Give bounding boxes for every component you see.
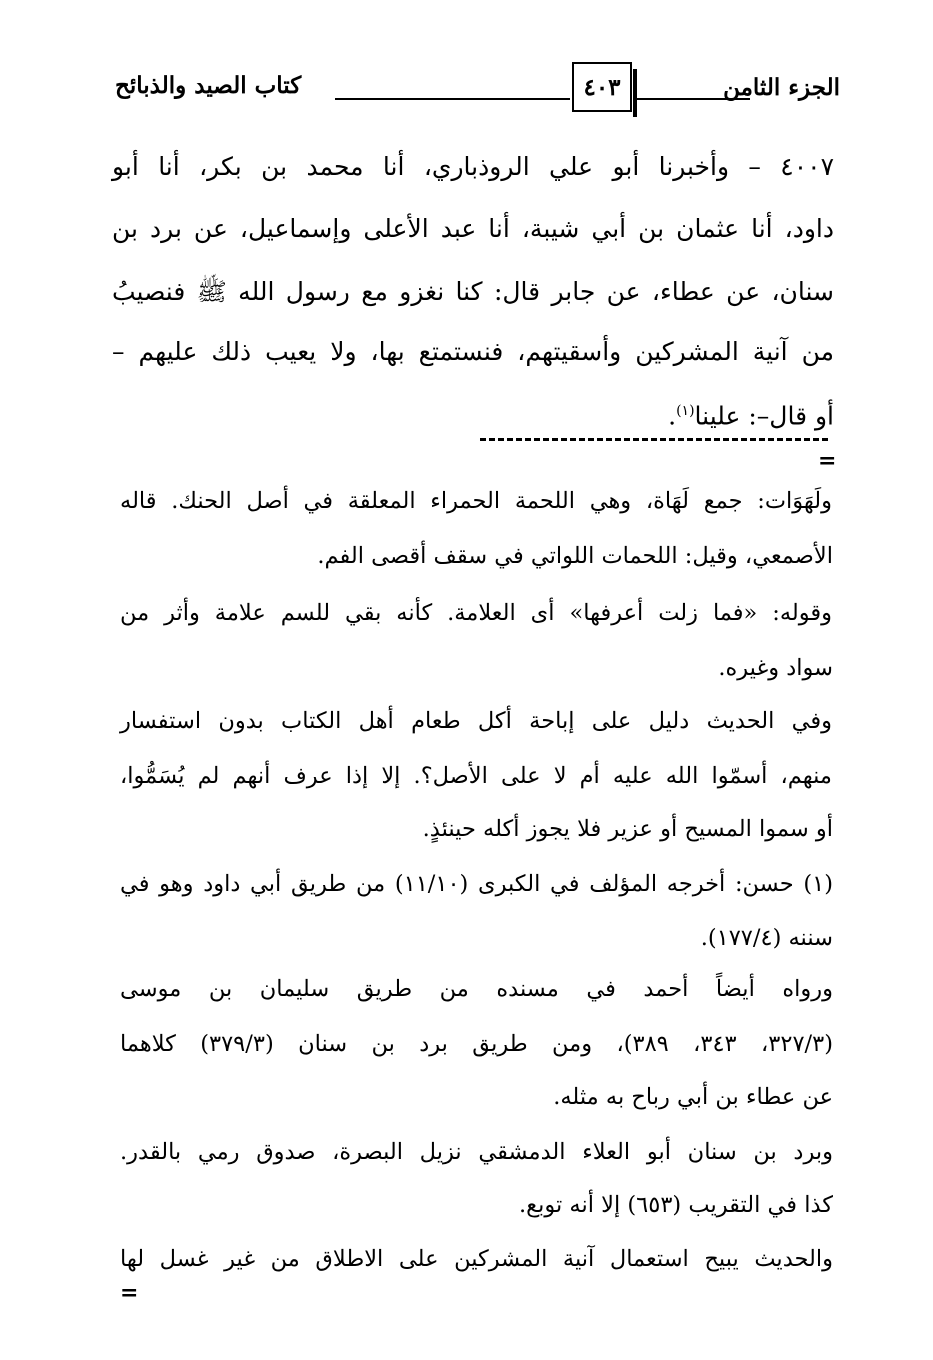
part-label: الجزء الثامن [723, 74, 840, 101]
footnote-line: كذا في التقريب (٦٥٣) إلا أنه توبع. [518, 1192, 833, 1218]
commentary-line: وقوله: «فما زلت أعرفها» أى العلامة. كأنه بقي للسم علامة وأثر من [120, 600, 832, 626]
commentary-line: الأصمعي، وقيل: اللحمات اللواتي في سقف أقصى الفم. [317, 543, 833, 569]
footnote-line: والحديث يبيح استعمال آنية المشركين على الاطلاق من غير غسل لها [120, 1246, 833, 1272]
separator-dashed-rule [480, 438, 828, 441]
text-line: ٤٠٠٧ – وأخبرنا أبو علي الروذباري، أنا محمد بن بكر، أنا أبو [112, 152, 834, 181]
commentary-line: وفي الحديث دليل على إباحة أكل طعام أهل الكتاب بدون استفسار [120, 708, 832, 734]
footnote-line: ورواه أيضاً أحمد في مسنده من طريق سليمان بن موسى [120, 976, 833, 1002]
commentary-line: ولَهَوَات: جمع لَهَاة، وهي اللحمة الحمراء المعلقة في أصل الحنك. قاله [120, 488, 832, 514]
footnote-line: عن عطاء بن أبي رباح به مثله. [553, 1084, 833, 1110]
commentary-line: سواد وغيره. [718, 655, 833, 681]
page-header [115, 62, 840, 118]
header-rule-left [335, 98, 570, 100]
text-fragment: أو قال–: علينا [694, 401, 834, 431]
commentary-line: أو سموا المسيح أو عزير فلا يجوز أكله حينئذٍ. [422, 816, 833, 842]
footnote-line: سننه (١٧٧/٤). [700, 925, 833, 951]
book-title: كتاب الصيد والذبائح [115, 72, 302, 99]
footnote-reference: (١) [676, 403, 695, 419]
commentary-line: منهم، أسمّوا الله عليه أم لا على الأصل؟. إلا إذا عرف أنهم لم يُسَمُّوا، [120, 763, 832, 789]
text-line: سنان، عن عطاء، عن جابر قال: كنا نغزو مع رسول الله ﷺ فنصيبُ [112, 277, 834, 306]
footnote-line: وبرد بن سنان أبو العلاء الدمشقي نزيل البصرة، صدوق رمي بالقدر. [120, 1139, 833, 1165]
footnote-line: (٣٢٧/٣، ٣٤٣، ٣٨٩)، ومن طريق برد بن سنان (٣٧٩/٣) كلاهما [120, 1031, 833, 1057]
text-line: داود، أنا عثمان بن أبي شيبة، أنا عبد الأعلى وإسماعيل، عن برد بن [112, 214, 834, 243]
text-fragment: . [668, 401, 677, 431]
text-line-last [668, 391, 834, 431]
continuation-mark: = [120, 1280, 139, 1306]
continuation-mark: = [818, 448, 837, 474]
footnote-line: (١) حسن: أخرجه المؤلف في الكبرى (١١/١٠) من طريق أبي داود وهو في [120, 871, 833, 897]
page-number: ٤٠٣ [572, 62, 632, 112]
text-line: من آنية المشركين وأسقيتهم، فنستمتع بها، ولا يعيب ذلك عليهم – [112, 337, 834, 366]
